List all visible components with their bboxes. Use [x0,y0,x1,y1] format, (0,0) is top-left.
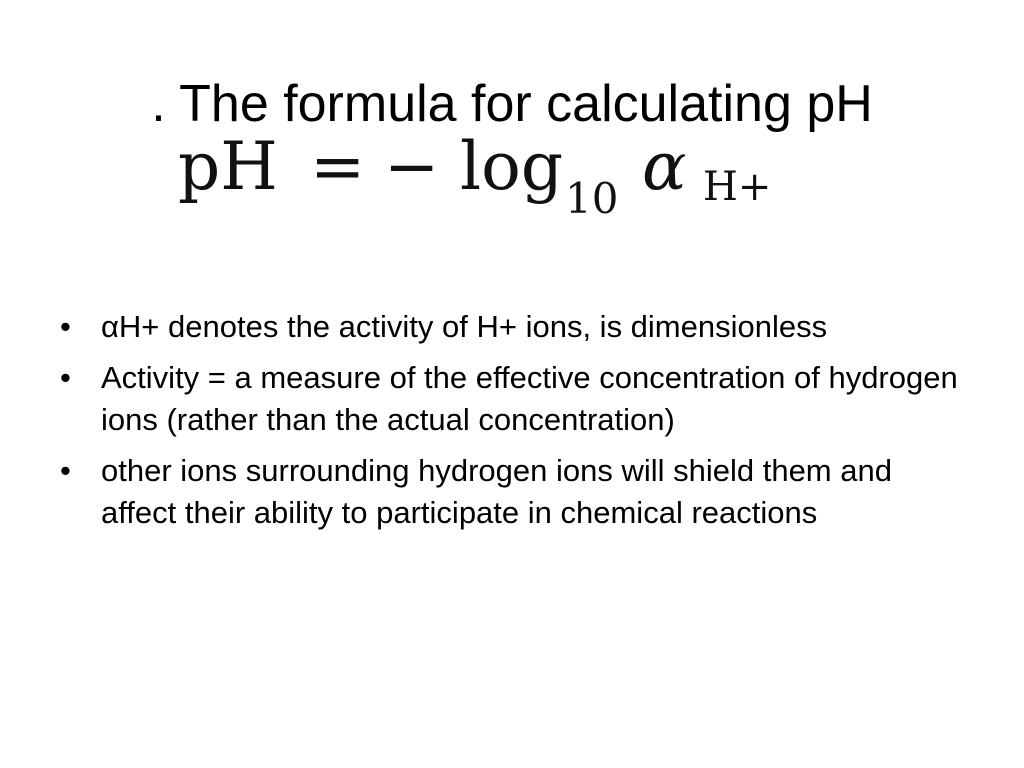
formula-log-base: 10 [565,174,619,223]
formula-equals: = [310,128,366,205]
formula-minus: − [384,128,440,205]
slide-title: . The formula for calculating pH [151,75,873,133]
formula-alpha: α [642,128,687,205]
bullet-list [60,306,960,543]
formula-alpha-subscript: H+ [703,164,772,210]
bullet-dot-icon: • [60,360,71,395]
bullet-dot-icon: • [60,453,71,488]
bullet-item [60,450,960,534]
bullet-item [60,357,960,441]
bullet-text: other ions surrounding hydrogen ions will shield them and affect their ability to participate in chemical reactions [101,453,892,530]
formula-log: log [460,128,564,205]
bullet-item [60,306,960,348]
bullet-text: αH+ denotes the activity of H+ ions, is dimensionless [101,309,828,344]
bullet-text: Activity = a measure of the effective concentration of hydrogen ions (rather than the actual concentration) [101,360,958,437]
bullet-dot-icon: • [60,309,71,344]
formula-ph: pH [178,128,278,205]
